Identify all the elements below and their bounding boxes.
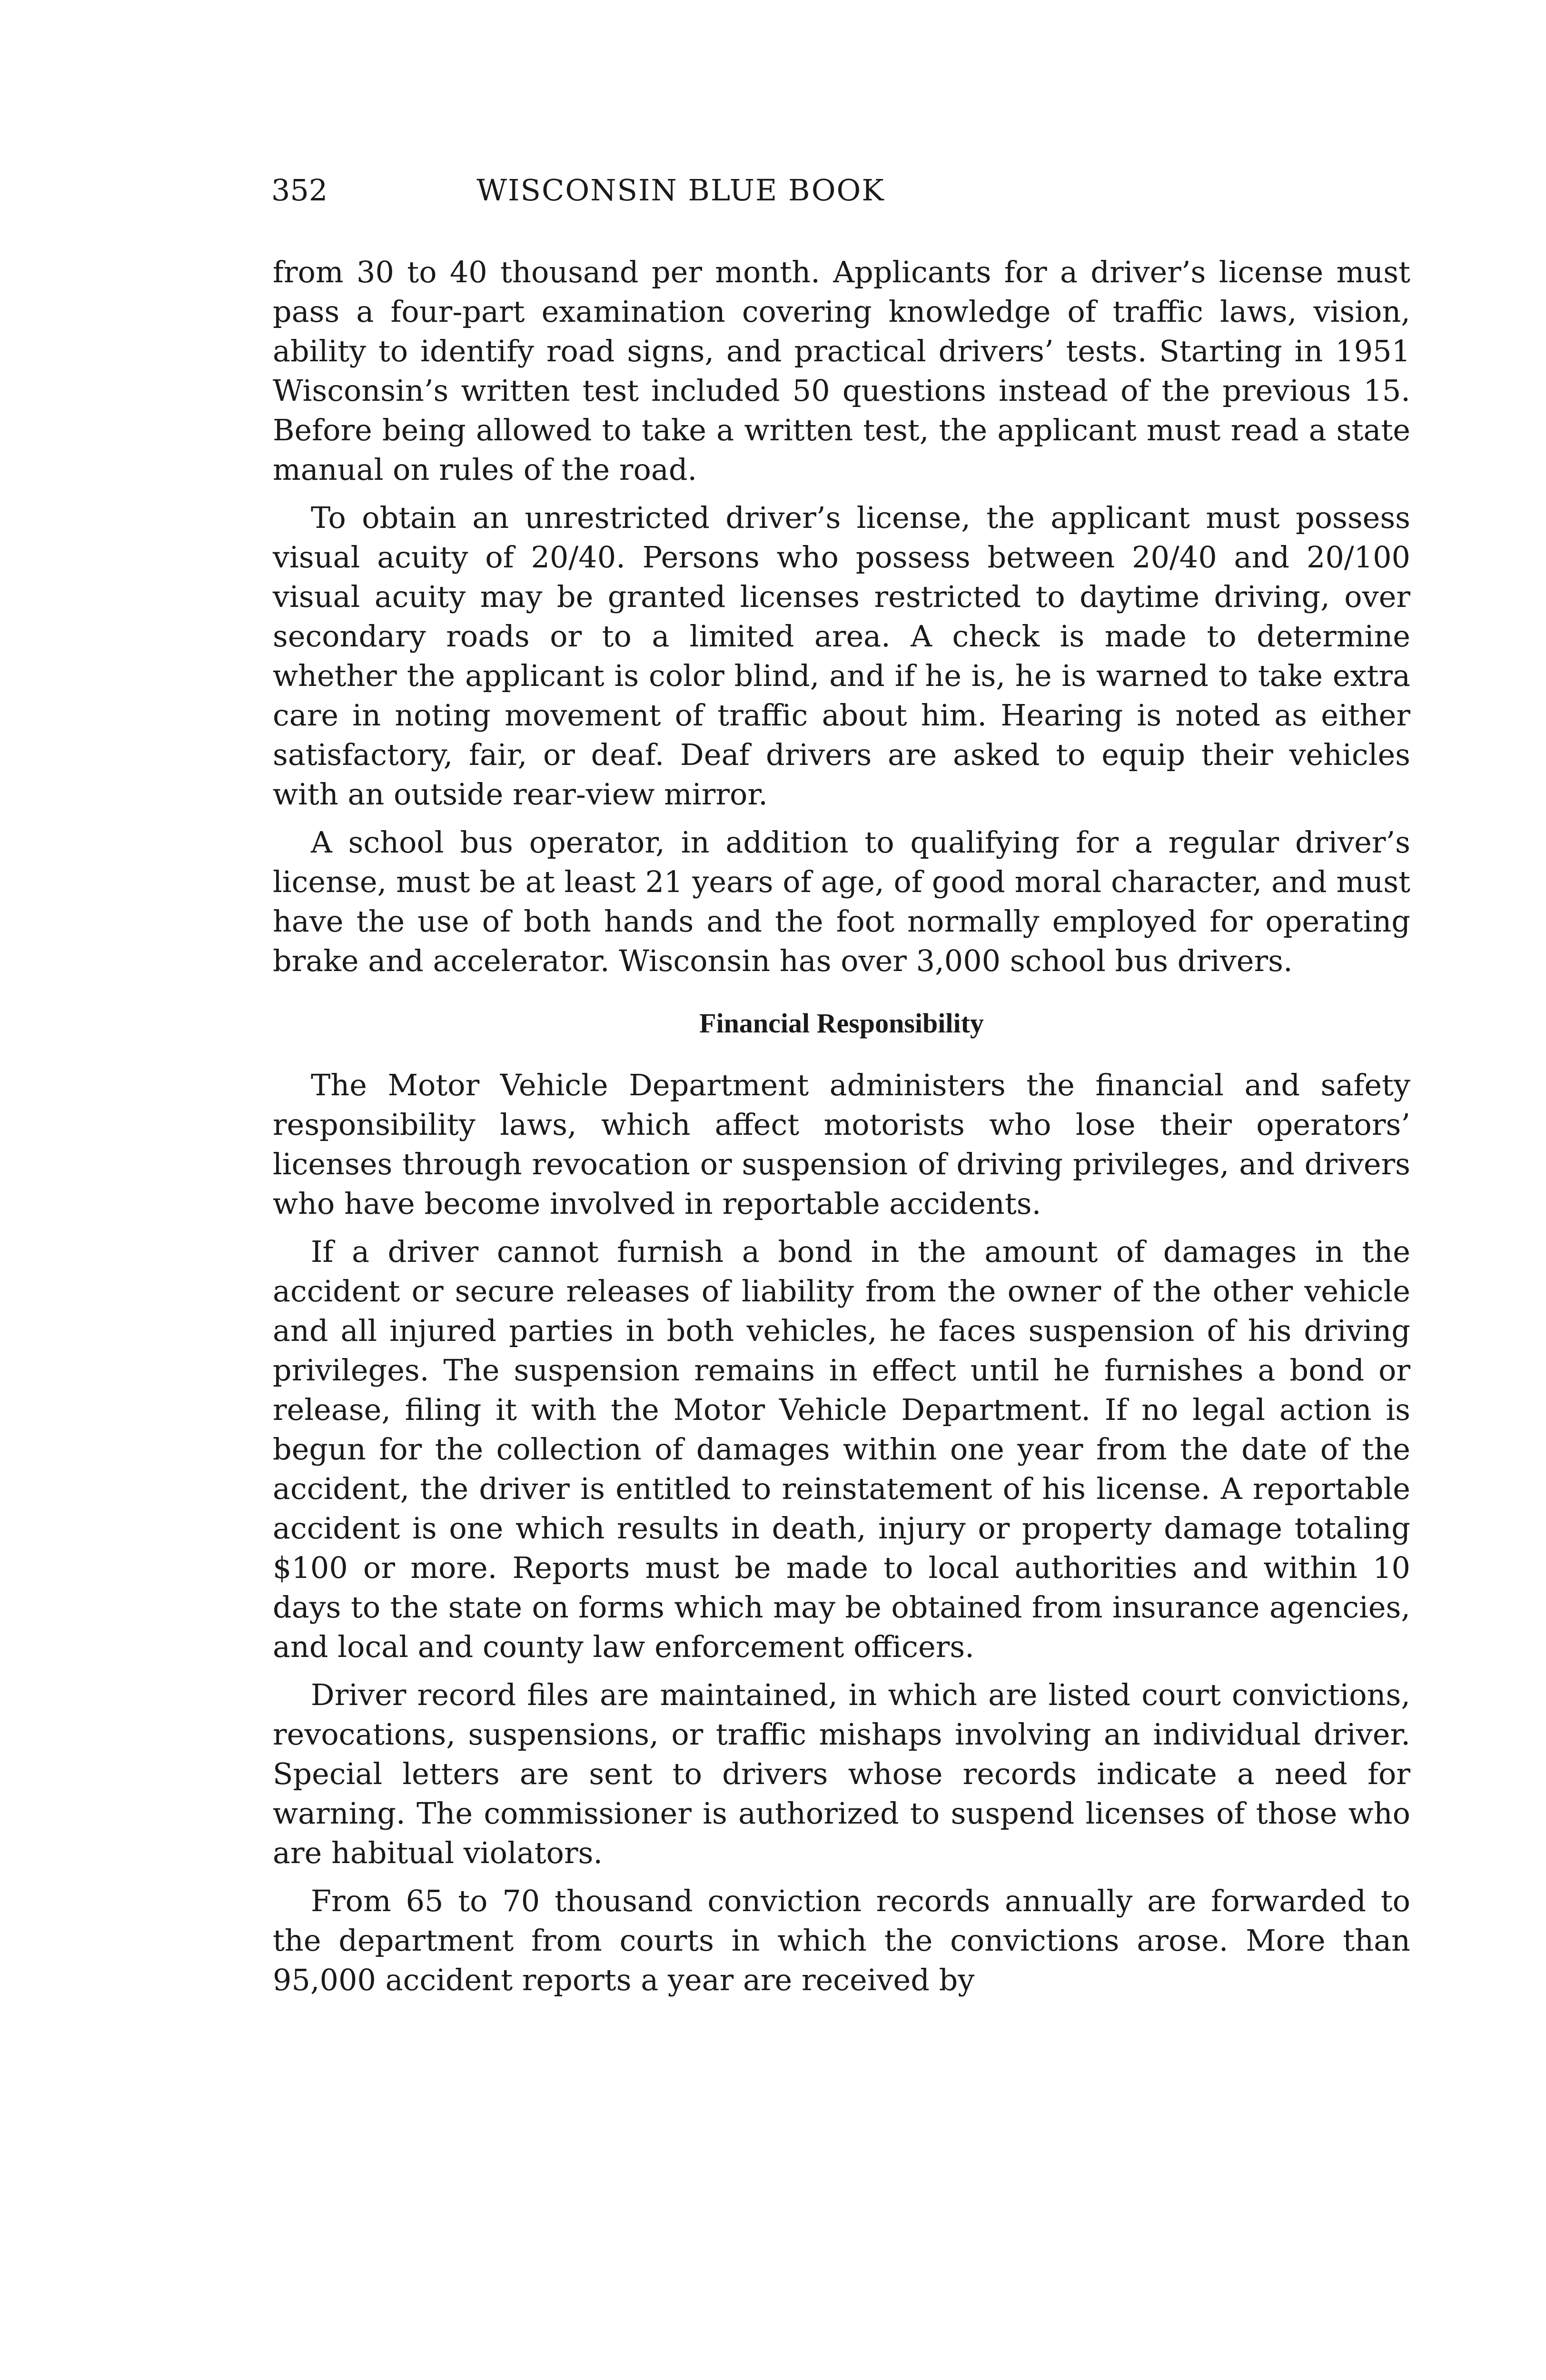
paragraph-driver-records: Driver record files are maintained, in which are listed court convictions, revocations, suspensions, or traffic mishaps involving an individual driver. Special letters are sent to drivers whose records indicate a need for warning. The commissioner is authorized to suspend licenses of those who are habitual violators. (273, 1677, 1410, 1870)
page-header (271, 169, 1090, 212)
body-text (273, 252, 1410, 2000)
paragraph-responsibility-laws: The Motor Vehicle Department administers the financial and safety responsibility laws, which affect motorists who lose their operators’ licenses through revocation or suspension of driving privileges, and drivers who have become involved in reportable accidents. (273, 1068, 1410, 1221)
section-heading: Financial Responsibility (699, 1008, 984, 1039)
page-number: 352 (271, 173, 328, 208)
paragraph-school-bus: A school bus operator, in addition to qualifying for a regular driver’s license, must be at least 21 years of age, of good moral character, and must have the use of both hands and the foot normally employed for operating brake and accelerator. Wisconsin has over 3,000 school bus drivers. (273, 825, 1410, 978)
paragraph-license-exam: from 30 to 40 thousand per month. Applicants for a driver’s license must pass a four-part examination covering knowledge of traffic laws, vision, ability to identify road signs, and practical drivers’ tests. Starting in 1951 Wisconsin’s written test included 50 questions instead of the previous 15. Before being allowed to take a written test, the applicant must read a state manual on rules of the road. (273, 255, 1410, 487)
paragraph-conviction-records: From 65 to 70 thousand conviction records annually are forwarded to the department from courts in which the convictions arose. More than 95,000 accident reports a year are received by (273, 1884, 1410, 1997)
paragraph-visual-acuity: To obtain an unrestricted driver’s license, the applicant must possess visual acuity of 20/40. Persons who possess between 20/40 and 20/100 visual acuity may be granted licenses restricted to daytime driving, over secondary roads or to a limited area. A check is made to determine whether the applicant is color blind, and if he is, he is warned to take extra care in noting movement of traffic about him. Hearing is noted as either satisfactory, fair, or deaf. Deaf drivers are asked to equip their vehicles with an outside rear-view mirror. (273, 500, 1410, 812)
paragraph-bond-suspension: If a driver cannot furnish a bond in the amount of damages in the accident or secure releases of liability from the owner of the other vehicle and all injured parties in both vehicles, he faces suspension of his driving privileges. The suspension remains in effect until he furnishes a bond or release, filing it with the Motor Vehicle Department. If no legal action is begun for the collection of damages within one year from the date of the accident, the driver is entitled to reinstatement of his license. A reportable accident is one which results in death, injury or property damage totaling $100 or more. Reports must be made to local authorities and within 10 days to the state on forms which may be obtained from insurance agencies, and local and county law enforcement officers. (273, 1234, 1410, 1664)
running-head: WISCONSIN BLUE BOOK (476, 173, 885, 208)
